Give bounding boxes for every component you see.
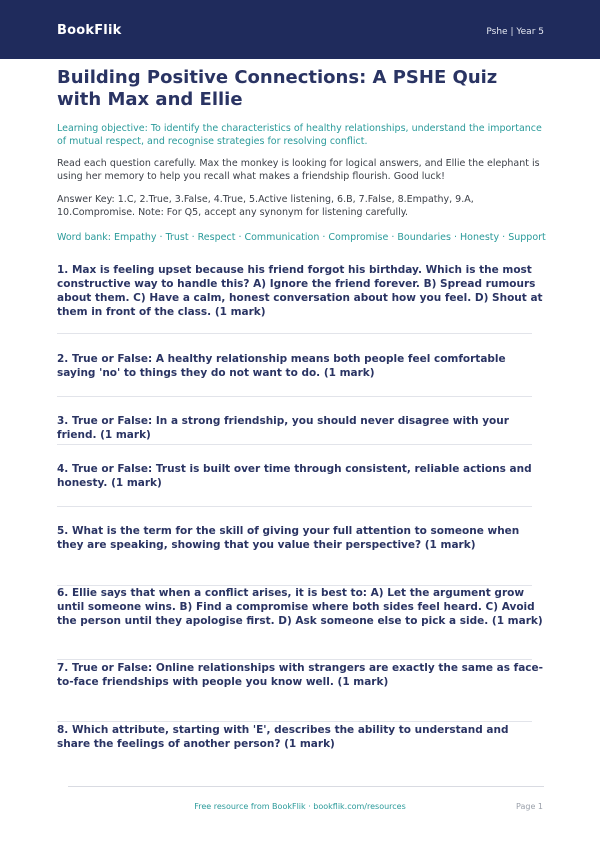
brand-logo-text: BookFlik: [57, 23, 122, 38]
intro-text: Read each question carefully. Max the monkey is looking for logical answers, and Ellie the elephant is using her memory to help you recall what makes a friendship flourish. Good luck!: [57, 158, 540, 182]
question-8: 8. Which attribute, starting with 'E', describes the ability to understand and share the feelings of another person? (1 mark): [57, 724, 509, 750]
answer-line: [57, 444, 532, 445]
question-2: 2. True or False: A healthy relationship means both people feel comfortable saying 'no' to things they do not want to do. (1 mark): [57, 353, 506, 379]
question-3: 3. True or False: In a strong friendship, you should never disagree with your friend. (1 mark): [57, 415, 509, 441]
answer-key: Answer Key: 1.C, 2.True, 3.False, 4.True, 5.Active listening, 6.B, 7.False, 8.Empathy, 9.A, 10.Compromise. Note: For Q5, accept any synonym for listening carefully.: [57, 194, 474, 218]
footer-divider: [68, 786, 544, 787]
answer-line: [57, 506, 532, 507]
question-7: 7. True or False: Online relationships with strangers are exactly the same as face-to-face friendships with people you know well. (1 mark): [57, 662, 544, 688]
word-bank: Word bank: Empathy · Trust · Respect · Communication · Compromise · Boundaries · Honesty · Support: [57, 232, 546, 243]
subject-year-label: Pshe | Year 5: [486, 27, 544, 37]
question-4: 4. True or False: Trust is built over time through consistent, reliable actions and honesty. (1 mark): [57, 463, 532, 489]
answer-line: [57, 333, 532, 334]
answer-line: [57, 396, 532, 397]
page-header: [0, 0, 600, 59]
question-1: 1. Max is feeling upset because his friend forgot his birthday. Which is the most constructive way to handle this? A) Ignore the friend forever. B) Spread rumours about them. C) Have a calm, honest conversation about how you feel. D) Shout at them in front of the class. (1 mark): [57, 264, 543, 318]
footer-link[interactable]: Free resource from BookFlik · bookflik.com/resources: [194, 802, 406, 811]
answer-line: [57, 659, 532, 660]
question-6: 6. Ellie says that when a conflict arises, it is best to: A) Let the argument grow until someone wins. B) Find a compromise where both sides feel heard. C) Avoid the person until they apologise first. D) Ask someone else to pick a side. (1 mark): [57, 587, 543, 627]
page-number: Page 1: [516, 802, 543, 811]
page-title: Building Positive Connections: A PSHE Quiz with Max and Ellie: [57, 67, 498, 110]
learning-objective: Learning objective: To identify the characteristics of healthy relationships, understand the importance of mutual respect, and recognise strategies for resolving conflict.: [57, 123, 542, 147]
answer-line: [57, 721, 532, 722]
question-5: 5. What is the term for the skill of giving your full attention to someone when they are speaking, showing that you value their perspective? (1 mark): [57, 525, 520, 551]
